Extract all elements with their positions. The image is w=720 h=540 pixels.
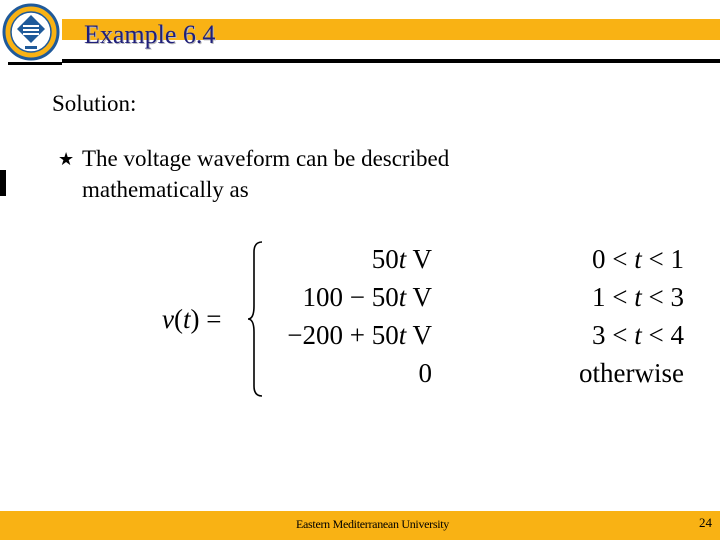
lhs-variable: t <box>182 304 191 334</box>
case-condition: 0 < t < 1 <box>592 244 684 274</box>
side-marker <box>0 170 6 196</box>
case-condition: otherwise <box>579 358 684 388</box>
case-row <box>256 282 684 318</box>
lhs-function: v <box>162 304 174 334</box>
bullet-text <box>82 143 642 205</box>
slide-title: Example 6.4 <box>84 20 216 49</box>
case-row <box>256 320 684 356</box>
logo-underline <box>8 62 62 65</box>
star-bullet-icon: ★ <box>58 149 75 169</box>
case-row <box>256 244 684 280</box>
footer-institution: Eastern Mediterranean University <box>296 517 450 531</box>
bullet-line-2: mathematically as <box>82 177 249 202</box>
equation-lhs: v(t) = <box>162 304 222 334</box>
solution-heading: Solution: <box>52 91 137 116</box>
case-row <box>256 358 684 394</box>
case-expression: −200 + 50t V <box>287 320 432 350</box>
case-condition: 1 < t < 3 <box>592 282 684 312</box>
case-expression: 50t V <box>371 244 432 274</box>
case-expression: 0 <box>418 358 432 388</box>
bullet-line-1: The voltage waveform can be described <box>82 146 450 171</box>
case-expression: 100 − 50t V <box>302 282 432 312</box>
piecewise-equation <box>160 240 684 400</box>
case-condition: 3 < t < 4 <box>592 320 684 350</box>
title-underline <box>62 59 720 63</box>
page-number: 24 <box>699 515 712 530</box>
university-seal-icon <box>2 3 60 61</box>
